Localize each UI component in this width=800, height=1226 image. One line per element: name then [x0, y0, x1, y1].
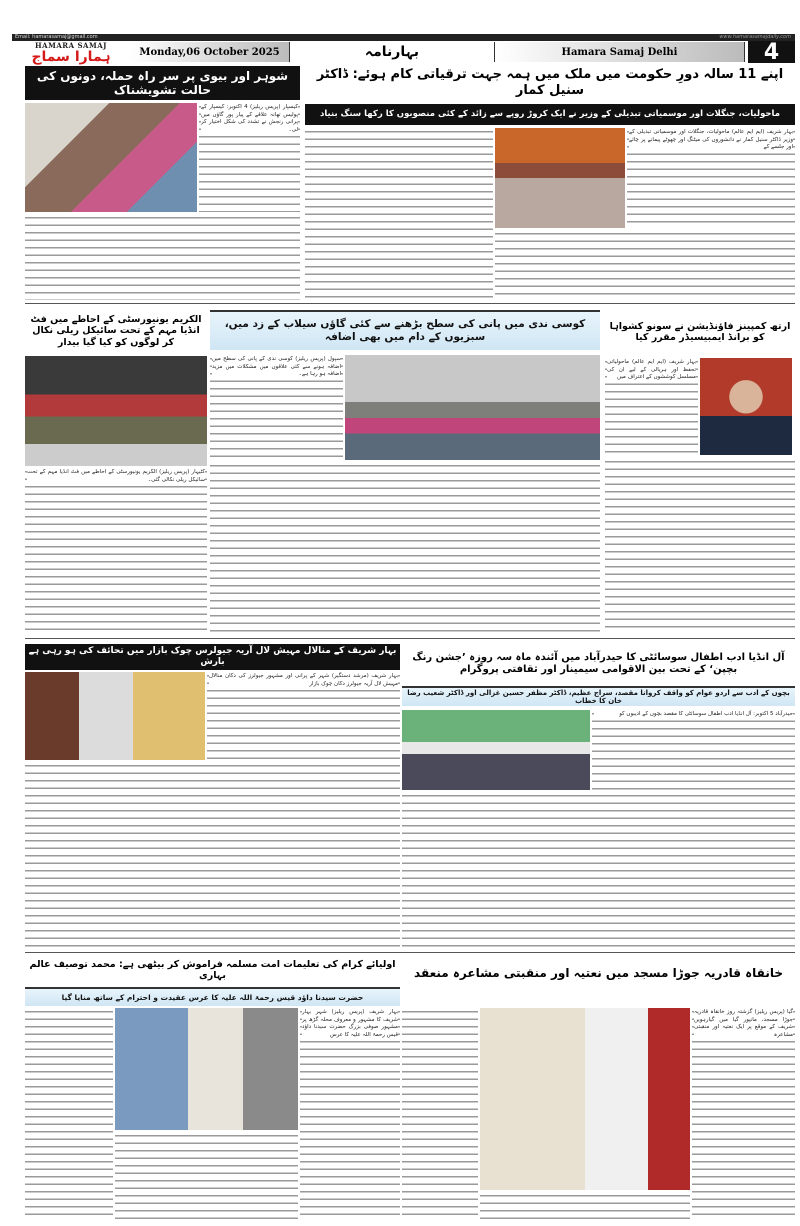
article-lead: سپول (پریس ریلیز) کوسی ندی کے پانی کی سطح میں اضافہ ہونے سے کئی علاقوں میں مشکلات میں مزید اضافہ ہو رہا ہے۔: [212, 356, 341, 377]
headline: اولیائے کرام کی تعلیمات امت مسلمہ فراموش کر بیٹھی ہے: محمد توصیف عالم بہاری: [29, 958, 396, 981]
article-lead: بہار شریف (مرشد دستگیر) شہر کے پرانی اور مشہور جیولرز کی دکان منالال مہیش لال آریہ جیولرز دکان چوک بازار: [209, 673, 398, 687]
article-photo: [25, 672, 205, 760]
article-body: [627, 128, 795, 228]
article-photo: [115, 1008, 298, 1130]
headline: الکریم یونیورسٹی کے احاطے میں فٹ انڈیا مہم کے تحت سائیکل ریلی نکال کر لوگوں کو کیا گیا بیدار: [30, 313, 202, 348]
logo-urdu: ہمارا سماج: [31, 49, 111, 65]
divider: [25, 952, 795, 953]
article-lead: کٹیہار (پریس ریلیز) الکریم یونیورسٹی کے احاطے میں فٹ انڈیا مہم کے تحت سائیکل ریلی نکالی گئی۔: [27, 469, 205, 483]
email: Email: hamarasamaj@gmail.com: [15, 34, 98, 40]
article-body: [402, 792, 795, 948]
portrait-photo: [700, 358, 792, 455]
article-lead: حیدرآباد 5 اکتوبر: آل انڈیا ادب اطفال سوسائٹی کا مقصد بچوں کے ادیبوں کو: [594, 711, 793, 719]
subheadline: حضرت سیدنا داؤد قیس رحمۃ اللہ علیہ کا عرس عقیدت و احترام کے ساتھ منایا گیا: [25, 987, 400, 1006]
article-body: [210, 462, 600, 633]
article-photo: [345, 355, 600, 460]
headline: اپنے 11 سالہ دورِ حکومت میں ملک میں ہمہ جہت ترقیاتی کام ہوئے: ڈاکٹر سنیل کمار: [316, 67, 784, 98]
headline: شوہر اور بیوی پر سر راہ حملہ، دونوں کی حالت تشویشناک: [25, 66, 300, 100]
website: www.hamarasamajdaily.com: [719, 34, 791, 40]
headline: ارتھ کمپینز فاؤنڈیشن نے سونو کشواہا کو برانڈ ایمبیسیڈر مقرر کیا: [609, 320, 791, 343]
page-number: 4: [748, 41, 795, 63]
masthead-topbar: [12, 34, 795, 41]
headline: کوسی ندی میں پانی کی سطح بڑھنے سے کئی گاؤں سیلاب کے زد میں، سبزیوں کے دام میں بھی اضافہ: [210, 310, 600, 350]
article-body: [25, 214, 300, 300]
section-title: بہارنامہ: [290, 42, 495, 62]
article-lead: کیسپار (پریس ریلیز) 4 اکتوبر: کیسپار کے پولیس تھانہ علاقے کے پیار پور گاؤں میں پرانی رنجش نے تشدد کی شکل اختیار کر لی۔: [201, 104, 298, 133]
edition: Hamara Samaj Delhi: [495, 42, 745, 62]
article-body: [199, 103, 300, 212]
article-photo: [25, 103, 197, 212]
article-lead: بہار شریف (ایم ایم عالم) ماحولیاتی تحفظ اور ہریالی کے لیے ان کی مسلسل کوششوں کے اعتراف میں: [607, 359, 696, 380]
article-body: [605, 358, 698, 455]
article-body: [305, 128, 493, 300]
article-body: [592, 710, 795, 790]
article-body: [692, 1008, 795, 1220]
article-lead: گیا (پریس ریلیز) گزشتہ روز خانقاہ قادریہ جوڑا مسجد، مانپور گیا میں گیارہویں شریف کے موقع پر ایک نعتیہ اور منقبتی مشاعرہ: [694, 1009, 793, 1038]
article-photo: [25, 356, 207, 466]
article-lead: بہار شریف (ایم ایم عالم) ماحولیات، جنگلات اور موسمیاتی تبدیلی کے وزیر ڈاکٹر سنیل کمار نے دانشوروں کی میٹنگ اور چھوٹے پیمانے پر چائے اور جلسے کے: [629, 129, 793, 150]
article-body: [495, 230, 795, 300]
headline: آل انڈیا ادب اطفال سوسائٹی کا حیدرآباد میں آئندہ ماہ سہ روزہ ’جشن رنگ بچپن‘ کے تحت بین الاقوامی سیمینار اور ثقافتی پروگرام: [412, 652, 785, 675]
divider: [25, 303, 795, 304]
subheadline: ماحولیات، جنگلات اور موسمیاتی تبدیلی کے وزیر نے ایک کروڑ روپے سے زائد کے کئی منصوبوں کا رکھا سنگ بنیاد: [305, 104, 795, 125]
article-body: [25, 762, 400, 948]
article-body: [210, 355, 343, 460]
article-body: [480, 1192, 690, 1220]
article-body: [25, 1008, 113, 1220]
article-photo: [495, 128, 625, 228]
logo-english: HAMARA SAMAJ: [35, 41, 107, 50]
divider: [25, 638, 795, 639]
article-body: [300, 1008, 400, 1220]
logo: [12, 41, 130, 63]
article-body: [115, 1132, 298, 1220]
article-photo: [480, 1008, 690, 1190]
headline: خانقاہ قادریہ جوڑا مسجد میں نعتیہ اور منقبتی مشاعرہ منعقد: [414, 965, 783, 980]
article-body: [207, 672, 400, 760]
article-body: [605, 458, 795, 633]
article-body: [25, 468, 207, 633]
headline: بہار شریف کے منالال مہیش لال آریہ جیولرس چوک بازار میں تحائف کی ہو رہی ہے بارش: [25, 644, 400, 670]
article-lead: بہار شریف (پریس ریلیز) شہر بہار شریف کا مشہور و معروف محلہ گڑھ پر مشہور صوفی بزرگ حضرت سیدنا داؤد قیس رحمۃ اللہ علیہ کا عرس: [302, 1009, 398, 1038]
subheadline: بچوں کے ادب سے اردو عوام کو واقف کروانا مقصد، سراج عظیم، ڈاکٹر مظفر حسین غزالی اور ڈاکٹر شعیب رضا خان کا خطاب: [402, 686, 795, 706]
date: Monday,06 October 2025: [130, 42, 290, 62]
article-body: [402, 1008, 478, 1220]
article-photo: [402, 710, 590, 790]
